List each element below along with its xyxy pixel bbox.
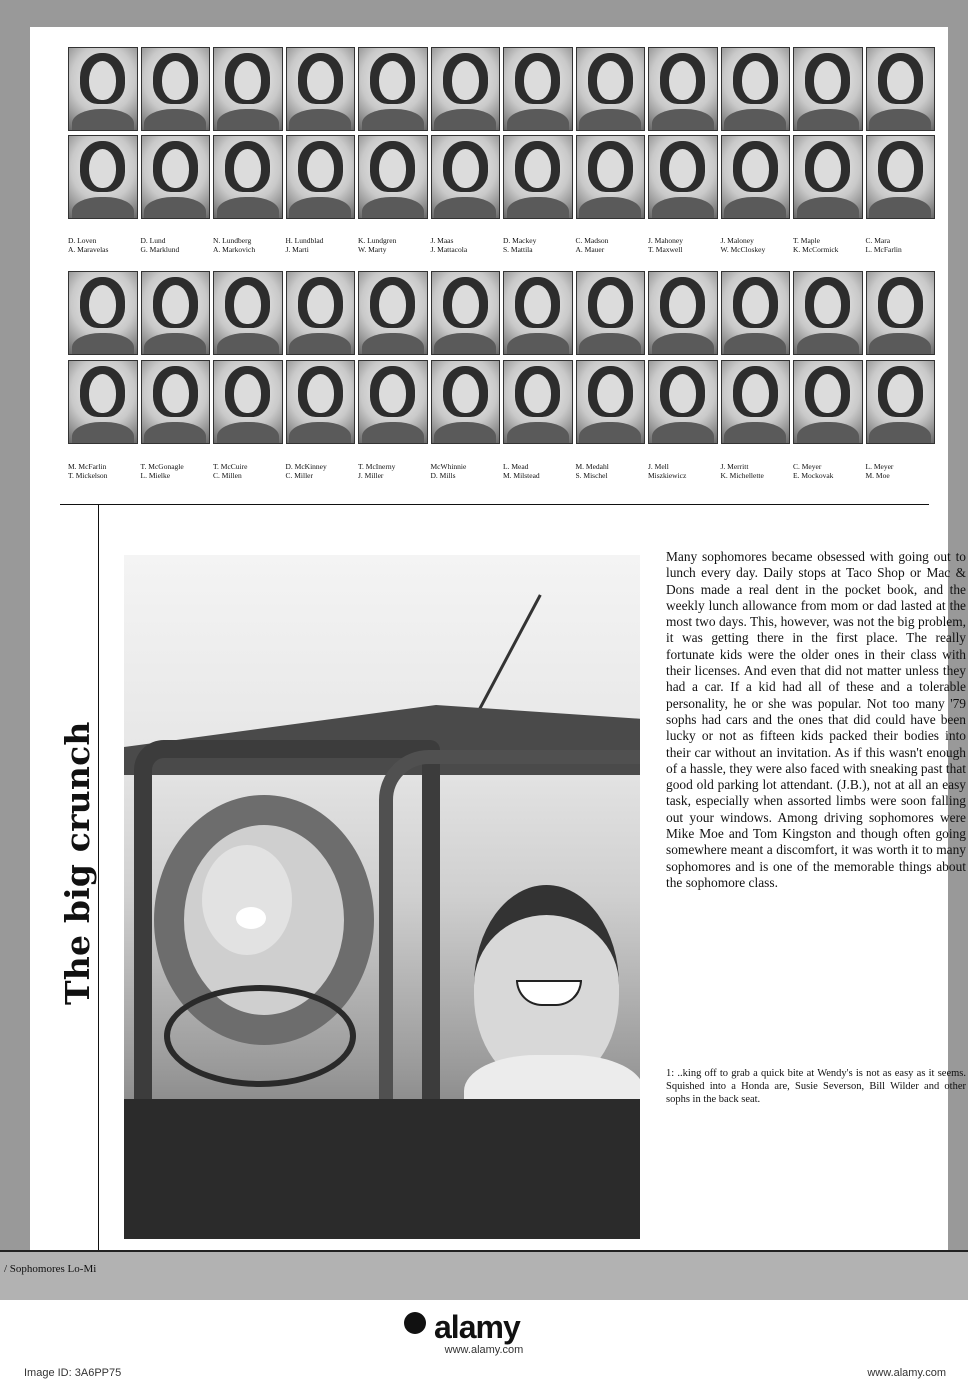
portrait-body	[144, 197, 206, 219]
portrait-body	[72, 422, 134, 444]
student-portrait	[503, 360, 573, 444]
name-captions-top	[68, 236, 942, 254]
student-portrait	[286, 271, 356, 355]
footer-strip	[0, 1250, 968, 1300]
portrait-body	[72, 333, 134, 355]
portrait-body	[289, 197, 351, 219]
portrait-body	[869, 333, 931, 355]
portrait-body	[362, 333, 424, 355]
name-pair	[68, 236, 138, 254]
portrait-body	[579, 333, 641, 355]
portrait-face	[379, 374, 406, 413]
portrait-face	[524, 374, 551, 413]
name-pair	[793, 462, 863, 480]
portrait-body	[507, 333, 569, 355]
student-name: C. Meyer	[793, 462, 822, 471]
portrait-face	[524, 61, 551, 100]
student-name: H. Lundblad	[285, 236, 324, 245]
portrait-face	[89, 61, 116, 100]
portrait-body	[797, 197, 859, 219]
portrait-face	[379, 285, 406, 324]
portrait-body	[797, 333, 859, 355]
name-pair	[503, 462, 573, 480]
portrait-face	[524, 149, 551, 188]
portrait-body	[434, 333, 496, 355]
feature-title: The big crunch	[58, 721, 97, 1005]
photo-caption: 1: ..king off to grab a quick bite at Wendy's is not as easy as it seems. Squished into a Honda are, Susie Severson, Bill Wilder and other sophs in the back seat.	[666, 1068, 966, 1105]
portrait-face	[887, 61, 914, 100]
student-portrait	[141, 47, 211, 131]
portrait-body	[869, 422, 931, 444]
student-portrait	[503, 271, 573, 355]
student-portrait	[793, 135, 863, 219]
student-name: M. McFarlin	[68, 462, 107, 471]
portrait-face	[742, 149, 769, 188]
feature-story	[58, 504, 966, 1260]
student-portrait	[503, 47, 573, 131]
student-name: S. Mischel	[575, 471, 608, 480]
student-portrait	[213, 135, 283, 219]
portrait-body	[217, 333, 279, 355]
portrait-face	[162, 149, 189, 188]
student-portrait	[213, 271, 283, 355]
title-bar	[60, 505, 99, 1259]
portrait-grid-top	[68, 47, 942, 219]
portrait-face	[887, 374, 914, 413]
student-name: T. McGonagle	[140, 462, 184, 471]
portrait-face	[162, 374, 189, 413]
portrait-face	[814, 285, 841, 324]
name-pair	[866, 462, 936, 480]
portrait-body	[652, 422, 714, 444]
student-portrait	[68, 47, 138, 131]
portrait-face	[742, 374, 769, 413]
portrait-face	[742, 285, 769, 324]
student-portrait	[213, 360, 283, 444]
portrait-body	[652, 109, 714, 131]
student-name: D. Mackey	[503, 236, 537, 245]
portrait-body	[289, 333, 351, 355]
name-pair	[648, 462, 718, 480]
portrait-face	[814, 61, 841, 100]
portrait-body	[579, 109, 641, 131]
student-name: M. Moe	[865, 471, 890, 480]
student-portrait	[431, 135, 501, 219]
student-name: C. Madson	[575, 236, 609, 245]
portrait-face	[669, 149, 696, 188]
portrait-body	[434, 422, 496, 444]
name-pair	[431, 236, 501, 254]
watermark-image-id: Image ID: 3A6PP75	[24, 1367, 122, 1379]
name-pair	[141, 462, 211, 480]
student-name: M. Medahl	[575, 462, 609, 471]
portrait-face	[307, 285, 334, 324]
portrait-face	[669, 61, 696, 100]
portrait-body	[797, 109, 859, 131]
portrait-body	[724, 197, 786, 219]
student-portrait	[576, 47, 646, 131]
student-name: N. Lundberg	[213, 236, 252, 245]
student-portrait	[286, 47, 356, 131]
portrait-body	[217, 197, 279, 219]
portrait-face	[234, 61, 261, 100]
portrait-face	[814, 149, 841, 188]
portrait-face	[669, 374, 696, 413]
student-name: J. Merritt	[720, 462, 749, 471]
portrait-face	[234, 285, 261, 324]
student-name: A. Mauer	[575, 245, 605, 254]
student-portrait	[68, 360, 138, 444]
student-portrait	[286, 360, 356, 444]
portrait-face	[89, 374, 116, 413]
student-portrait	[576, 271, 646, 355]
student-name: L. Meyer	[865, 462, 894, 471]
student-name: W. McCloskey	[720, 245, 766, 254]
name-pair	[576, 236, 646, 254]
name-pair	[866, 236, 936, 254]
student-portrait	[358, 47, 428, 131]
alamy-logo-icon	[404, 1312, 426, 1334]
name-pair	[576, 462, 646, 480]
name-pair	[213, 462, 283, 480]
portrait-body	[507, 422, 569, 444]
portrait-body	[869, 197, 931, 219]
name-pair	[721, 462, 791, 480]
name-pair	[68, 462, 138, 480]
student-name: D. Loven	[68, 236, 97, 245]
student-portrait	[431, 47, 501, 131]
portrait-body	[217, 422, 279, 444]
name-pair	[358, 236, 428, 254]
student-name: J. Maas	[430, 236, 454, 245]
portrait-face	[597, 149, 624, 188]
name-pair	[358, 462, 428, 480]
student-portrait	[721, 271, 791, 355]
portrait-face	[742, 61, 769, 100]
student-name: A. Maravelas	[68, 245, 109, 254]
portrait-body	[507, 109, 569, 131]
portrait-face	[814, 374, 841, 413]
student-name: D. Lund	[140, 236, 166, 245]
watermark-center-url: www.alamy.com	[444, 1344, 524, 1356]
student-portrait	[866, 271, 936, 355]
student-name: T. McCuire	[213, 462, 248, 471]
student-name: J. Mell	[648, 462, 669, 471]
student-name: T. Maxwell	[648, 245, 683, 254]
name-pair	[141, 236, 211, 254]
portrait-face	[524, 285, 551, 324]
portrait-face	[234, 374, 261, 413]
portrait-body	[434, 109, 496, 131]
yearbook-page	[30, 27, 966, 1302]
student-name: J. Mahoney	[648, 236, 683, 245]
student-name: Miszkiewicz	[648, 471, 687, 480]
student-name: A. Markovich	[213, 245, 256, 254]
student-portrait	[648, 47, 718, 131]
name-pair	[286, 462, 356, 480]
portrait-body	[797, 422, 859, 444]
student-name: E. Mockovak	[793, 471, 834, 480]
student-name: C. Mara	[865, 236, 891, 245]
portrait-body	[434, 197, 496, 219]
portrait-face	[89, 285, 116, 324]
page-folio: / Sophomores Lo-Mi	[4, 1263, 97, 1275]
portrait-body	[72, 197, 134, 219]
portrait-face	[234, 149, 261, 188]
student-portrait	[358, 360, 428, 444]
student-name: J. Mattacola	[430, 245, 468, 254]
name-pair	[721, 236, 791, 254]
portrait-body	[652, 333, 714, 355]
student-name: M. Milstead	[503, 471, 540, 480]
watermark-url: www.alamy.com	[867, 1367, 946, 1379]
portrait-face	[597, 285, 624, 324]
portrait-face	[452, 285, 479, 324]
student-name: G. Marklund	[140, 245, 180, 254]
name-pair	[213, 236, 283, 254]
student-portrait	[141, 360, 211, 444]
student-portrait	[721, 135, 791, 219]
student-name: K. Lundgren	[358, 236, 397, 245]
student-name: L. McFarlin	[865, 245, 902, 254]
student-name: J. Miller	[358, 471, 384, 480]
portrait-body	[362, 109, 424, 131]
name-captions-bottom	[68, 462, 942, 480]
portrait-face	[307, 374, 334, 413]
student-portrait	[648, 271, 718, 355]
student-name: T. Maple	[793, 236, 820, 245]
portrait-face	[162, 285, 189, 324]
student-portrait	[358, 271, 428, 355]
portrait-face	[452, 149, 479, 188]
name-pair	[793, 236, 863, 254]
student-portrait	[793, 360, 863, 444]
portrait-body	[507, 197, 569, 219]
watermark-logo: alamy	[434, 1309, 520, 1345]
student-portrait	[431, 271, 501, 355]
portrait-body	[289, 422, 351, 444]
portrait-face	[452, 61, 479, 100]
portrait-body	[724, 109, 786, 131]
student-name: J. Marti	[285, 245, 309, 254]
portrait-face	[307, 61, 334, 100]
student-portrait	[866, 47, 936, 131]
portrait-body	[724, 422, 786, 444]
student-portrait	[866, 360, 936, 444]
student-portrait	[503, 135, 573, 219]
student-portrait	[431, 360, 501, 444]
portrait-body	[869, 109, 931, 131]
student-portrait	[68, 271, 138, 355]
portrait-body	[362, 197, 424, 219]
student-portrait	[793, 271, 863, 355]
name-pair	[431, 462, 501, 480]
student-name: L. Mead	[503, 462, 529, 471]
student-portrait	[866, 135, 936, 219]
portrait-body	[362, 422, 424, 444]
portrait-face	[379, 149, 406, 188]
student-name: K. McCormick	[793, 245, 839, 254]
portrait-body	[289, 109, 351, 131]
student-name: C. Miller	[285, 471, 313, 480]
portrait-face	[597, 374, 624, 413]
portrait-body	[217, 109, 279, 131]
student-portrait	[141, 271, 211, 355]
student-name: T. Mickelson	[68, 471, 108, 480]
student-portrait	[576, 360, 646, 444]
portrait-body	[144, 109, 206, 131]
student-name: D. Mills	[430, 471, 456, 480]
student-name: McWhinnie	[430, 462, 467, 471]
student-name: T. McInerny	[358, 462, 396, 471]
portrait-body	[724, 333, 786, 355]
student-name: K. Michellette	[720, 471, 764, 480]
car-photo	[124, 555, 640, 1239]
student-name: S. Mattila	[503, 245, 533, 254]
student-portrait	[648, 360, 718, 444]
name-pair	[286, 236, 356, 254]
portrait-face	[89, 149, 116, 188]
portrait-body	[144, 333, 206, 355]
portrait-face	[669, 285, 696, 324]
car-body-lower	[124, 1099, 640, 1239]
student-name: D. McKinney	[285, 462, 327, 471]
portrait-face	[162, 61, 189, 100]
student-portrait	[286, 135, 356, 219]
student-portrait	[793, 47, 863, 131]
portrait-face	[307, 149, 334, 188]
portrait-grid-bottom	[68, 271, 942, 444]
student-portrait	[721, 360, 791, 444]
student-portrait	[648, 135, 718, 219]
story-text: Many sophomores became obsessed with going out to lunch every day. Daily stops at Taco Shop or Mac & Dons made a real dent in the pocket book, and the weekly lunch allowance from mom or dad lasted at the most two days. This, however, was not the big problem, it was getting there in the first place. The really fortunate kids were the older ones in their class with their licenses. And even that did not matter unless they had a car. If a kid had all of these and a tolerable personality, he or she was popular. Not too many '79 sophs had cars and the ones that did could have been lucky or not as fifteen kids packed their bodies into their car without an invitation. As if this wasn't enough of a hassle, they were also faced with sneaking past that good old parking lot attendant. (J.B.), not at all an easy task, especially when assorted limbs were soon falling out your windows. Among driving sophomores were Mike Moe and Tom Kingston and though often going somewhere meant a discomfort, it was worth it to many sophomores and is one of the memorable things about the sophomore class.	[666, 549, 966, 890]
name-pair	[503, 236, 573, 254]
portrait-face	[887, 149, 914, 188]
portrait-body	[579, 422, 641, 444]
portrait-face	[597, 61, 624, 100]
student-portrait	[358, 135, 428, 219]
footer-rule	[0, 1250, 968, 1252]
name-pair	[648, 236, 718, 254]
portrait-face	[887, 285, 914, 324]
student-portrait	[141, 135, 211, 219]
portrait-face	[452, 374, 479, 413]
portrait-body	[144, 422, 206, 444]
portrait-body	[579, 197, 641, 219]
student-name: W. Marty	[358, 245, 387, 254]
portrait-face	[379, 61, 406, 100]
portrait-body	[72, 109, 134, 131]
student-portrait	[576, 135, 646, 219]
student-name: C. Millen	[213, 471, 242, 480]
portrait-body	[652, 197, 714, 219]
student-name: L. Mielke	[140, 471, 171, 480]
student-portrait	[68, 135, 138, 219]
student-name: J. Maloney	[720, 236, 754, 245]
student-portrait	[213, 47, 283, 131]
student-portrait	[721, 47, 791, 131]
